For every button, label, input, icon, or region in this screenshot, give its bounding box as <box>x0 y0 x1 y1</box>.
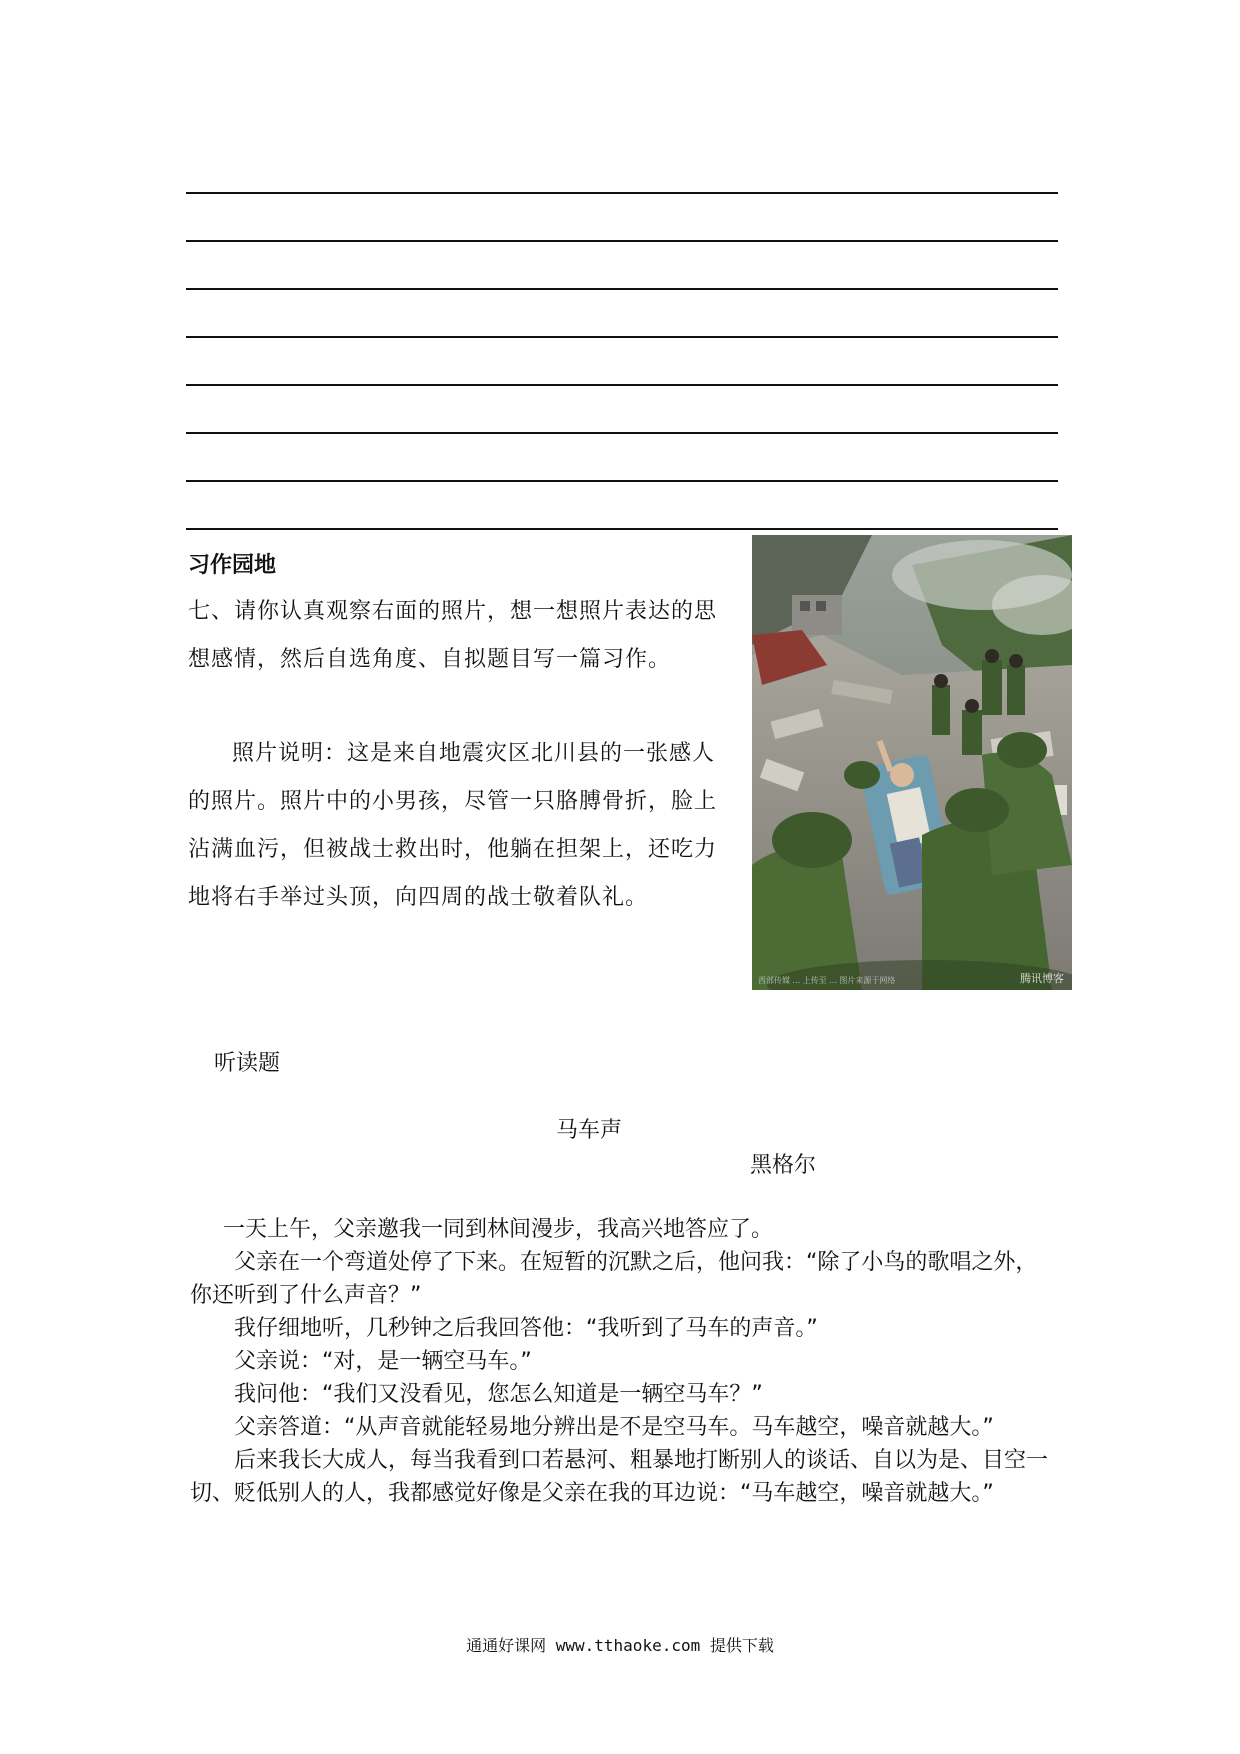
footer-credit: 通通好课网 www.tthaoke.com 提供下载 <box>466 1636 774 1655</box>
story-paragraph: 我仔细地听，几秒钟之后我回答他：“我听到了马车的声音。” <box>234 1316 818 1341</box>
story-paragraph: 我问他：“我们又没看见，您怎么知道是一辆空马车？” <box>234 1382 763 1407</box>
writing-line <box>186 528 1058 530</box>
composition-section <box>188 548 736 922</box>
composition-prompt: 七、请你认真观察右面的照片，想一想照片表达的思想感情，然后自选角度、自拟题目写一篇习作。 <box>188 599 718 672</box>
rescue-photo <box>752 535 1072 990</box>
photo-caption: 照片说明：这是来自地震灾区北川县的一张感人的照片。照片中的小男孩，尽管一只胳膊骨折，脸上沾满血污，但被战士救出时，他躺在担架上，还吃力地将右手举过头顶，向四周的战士敬着队礼。 <box>188 741 718 910</box>
photo-credit: 西部传媒 ... 上传至 ... 图片来源于网络 <box>758 976 896 985</box>
story-paragraph: 后来我长大成人，每当我看到口若悬河、粗暴地打断别人的谈话、自以为是、目空一切、贬低别人的人，我都感觉好像是父亲在我的耳边说：“马车越空，噪音就越大。” <box>190 1448 1049 1506</box>
writing-line <box>186 432 1058 434</box>
photo-watermark: 腾讯博客 <box>1020 972 1064 985</box>
writing-lines <box>186 192 1058 576</box>
writing-line <box>186 336 1058 338</box>
writing-line <box>186 384 1058 386</box>
story-body <box>190 1213 1056 1510</box>
writing-line <box>186 288 1058 290</box>
writing-line <box>186 240 1058 242</box>
story-paragraph: 父亲在一个弯道处停了下来。在短暂的沉默之后，他问我：“除了小鸟的歌唱之外，你还听到了什么声音？” <box>190 1250 1038 1308</box>
writing-line <box>186 480 1058 482</box>
rescue-photo-illustration <box>752 535 1072 990</box>
story-title: 马车声 <box>556 1118 623 1143</box>
listening-heading: 听读题 <box>214 1051 281 1076</box>
writing-line <box>186 192 1058 194</box>
story-paragraph: 一天上午，父亲邀我一同到林间漫步，我高兴地答应了。 <box>223 1217 774 1242</box>
section-title: 习作园地 <box>188 553 277 578</box>
story-author: 黑格尔 <box>750 1153 817 1178</box>
story-paragraph: 父亲答道：“从声音就能轻易地分辨出是不是空马车。马车越空，噪音就越大。” <box>234 1415 994 1440</box>
story-paragraph: 父亲说：“对，是一辆空马车。” <box>234 1349 532 1374</box>
